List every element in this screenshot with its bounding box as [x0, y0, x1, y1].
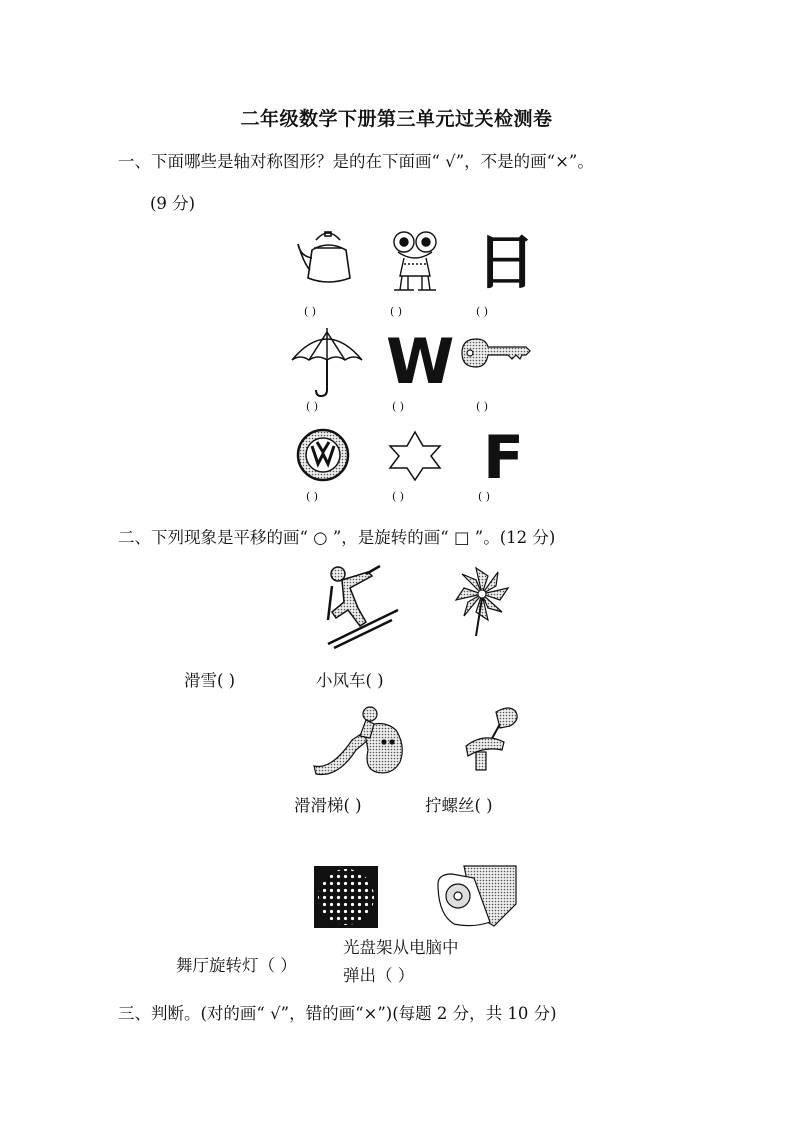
page-title: 二年级数学下册第三单元过关检测卷 — [240, 108, 553, 130]
cd-tray-label-line1: 光盘架从电脑中 — [343, 938, 459, 957]
kettle-icon — [296, 228, 358, 290]
disco-ball-icon — [314, 866, 378, 928]
cd-drive-icon — [434, 864, 518, 928]
slide-label: 滑滑梯( ) — [294, 796, 362, 815]
answer-blank-key[interactable]: ( ) — [476, 400, 489, 413]
answer-blank-vw[interactable]: ( ) — [306, 490, 319, 503]
answer-blank-star[interactable]: ( ) — [392, 490, 405, 503]
disco-ball-label: 舞厅旋转灯（ ） — [176, 956, 297, 975]
six-point-star-icon — [384, 430, 446, 482]
umbrella-icon — [290, 328, 364, 398]
question-3-text: 三、判断。(对的画“ √”，错的画“×”)(每题 2 分，共 10 分) — [118, 1004, 557, 1023]
volkswagen-logo-icon — [296, 428, 350, 482]
frog-icon — [390, 230, 440, 296]
answer-blank-frog[interactable]: ( ) — [390, 305, 403, 318]
question-1-score: (9 分) — [150, 194, 196, 213]
cd-tray-label-line2: 弹出（ ） — [343, 966, 415, 985]
answer-blank-kettle[interactable]: ( ) — [304, 305, 317, 318]
letter-w: W — [386, 325, 455, 398]
answer-blank-umbrella[interactable]: ( ) — [306, 400, 319, 413]
answer-blank-f[interactable]: ( ) — [478, 490, 491, 503]
skiing-label: 滑雪( ) — [184, 671, 236, 690]
pinwheel-icon — [454, 566, 510, 638]
slide-icon — [312, 700, 406, 778]
question-2-text: 二、下列现象是平移的画“ ○ ”，是旋转的画“ □ ”。(12 分) — [118, 528, 556, 547]
question-1-text: 一、下面哪些是轴对称图形？是的在下面画“ √”，不是的画“×”。 — [118, 152, 594, 171]
answer-blank-ri[interactable]: ( ) — [476, 305, 489, 318]
key-icon — [460, 335, 532, 371]
ri-character: 日 — [476, 228, 536, 298]
screwdriver-icon — [460, 702, 522, 774]
skier-icon — [322, 560, 402, 652]
answer-blank-w[interactable]: ( ) — [392, 400, 405, 413]
screw-label: 拧螺丝( ) — [425, 796, 493, 815]
pinwheel-label: 小风车( ) — [316, 671, 384, 690]
letter-f: F — [483, 423, 524, 493]
